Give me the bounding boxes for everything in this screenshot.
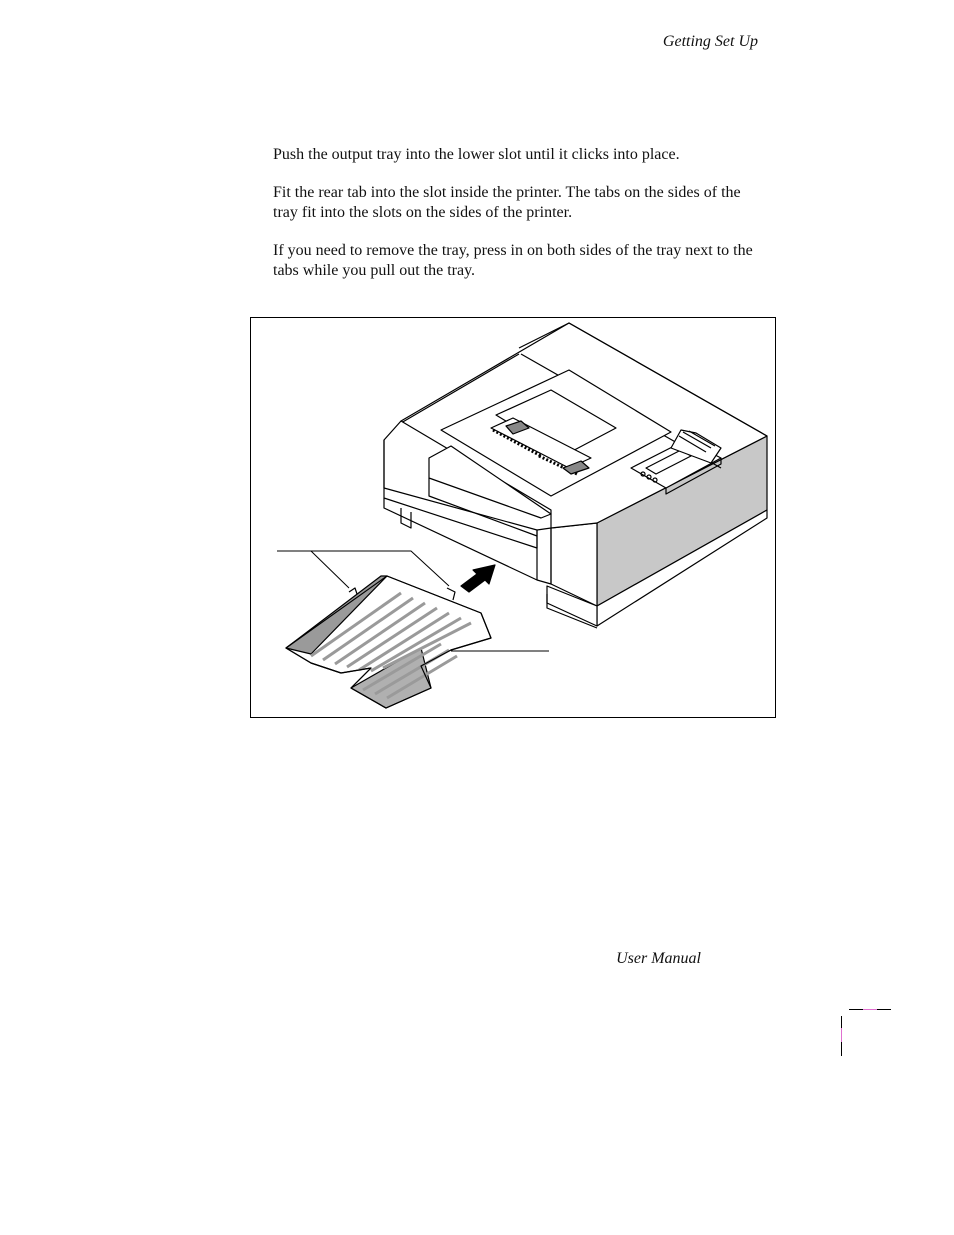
running-header: Getting Set Up [662, 33, 758, 50]
crop-mark-vertical [841, 1016, 842, 1056]
output-tray [286, 576, 491, 708]
printer-output-tray-illustration [250, 317, 776, 718]
printer-body [384, 323, 767, 628]
crop-mark-horizontal [849, 1009, 891, 1010]
instruction-paragraph-2: Fit the rear tab into the slot inside the printer. The tabs on the sides of the tray fit into the slots on the sides of the printer. [273, 184, 741, 221]
running-footer: User Manual [616, 950, 701, 967]
direction-arrow [461, 565, 495, 592]
instruction-paragraph-1: Push the output tray into the lower slot until it clicks into place. [273, 146, 680, 163]
instruction-paragraph-3: If you need to remove the tray, press in on both sides of the tray next to the tabs while you pull out the tray. [273, 242, 753, 279]
